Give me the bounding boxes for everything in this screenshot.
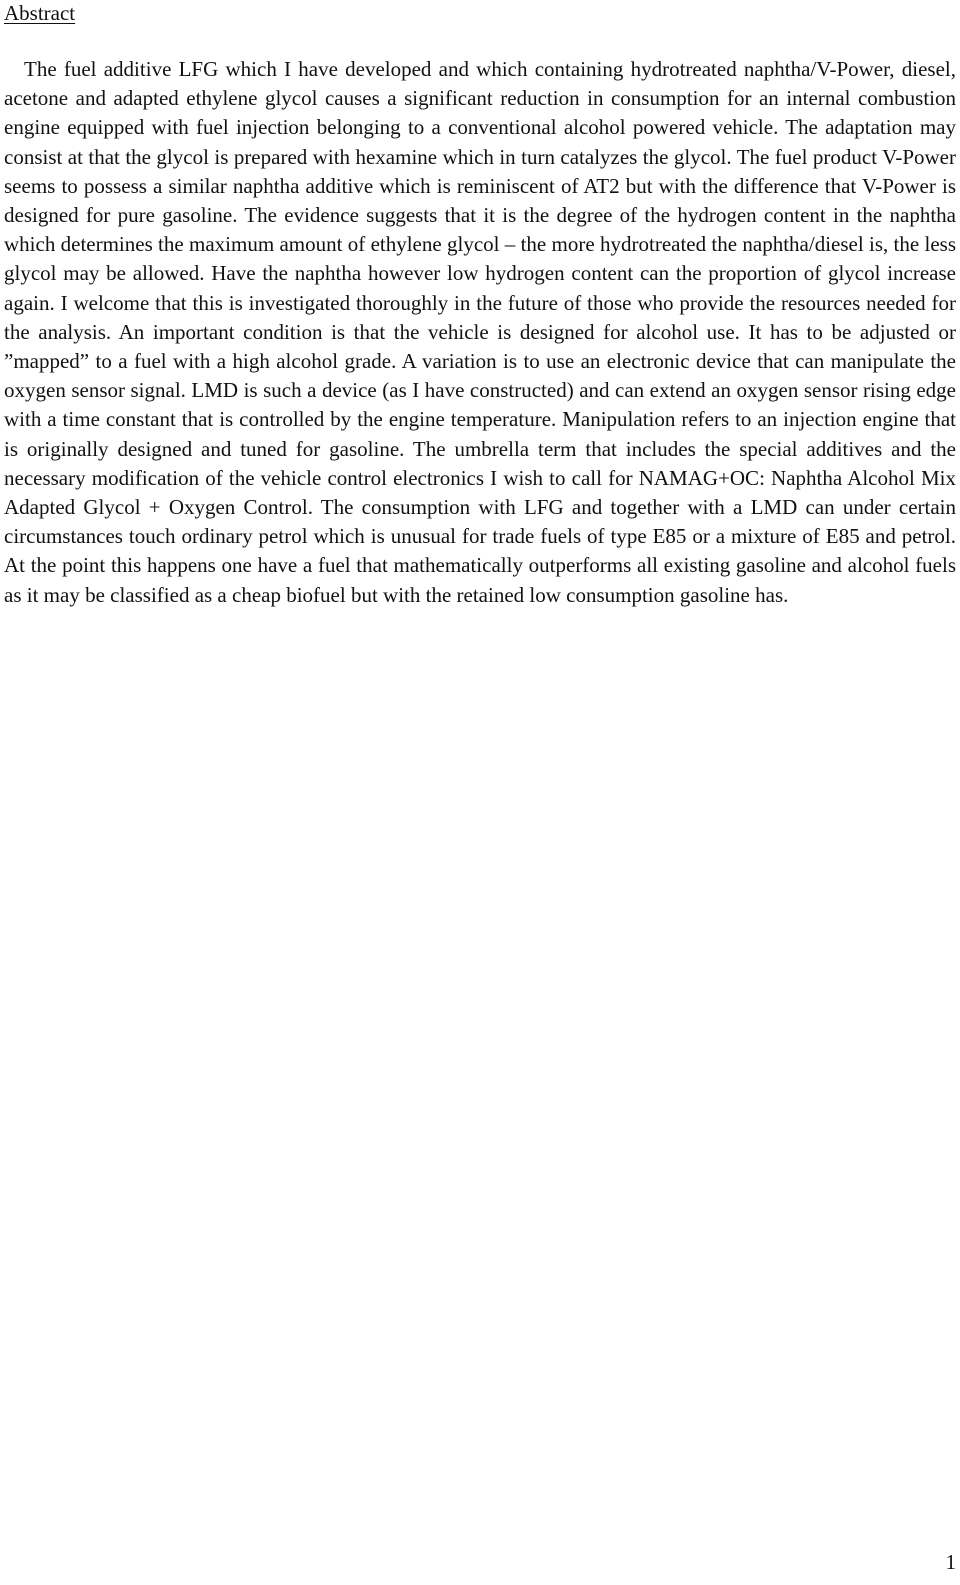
page-number: 1 <box>945 1550 956 1574</box>
abstract-paragraph: The fuel additive LFG which I have developed and which containing hydrotreated naphtha/V-Power, diesel, acetone and adapted ethylene glycol causes a significant reduction in consumption for an internal combustion engine equipped with fuel injection belonging to a conventional alcohol powered vehicle. The adaptation may consist at that the glycol is prepared with hexamine which in turn catalyzes the glycol. The fuel product V-Power seems to possess a similar naphtha additive which is reminiscent of AT2 but with the difference that V-Power is designed for pure gasoline. The evidence suggests that it is the degree of the hydrogen content in the naphtha which determines the maximum amount of ethylene glycol – the more hydrotreated the naphtha/diesel is, the less glycol may be allowed. Have the naphtha however low hydrogen content can the proportion of glycol increase again. I welcome that this is investigated thoroughly in the future of those who provide the resources needed for the analysis. An important condition is that the vehicle is designed for alcohol use. It has to be adjusted or ”mapped” to a fuel with a high alcohol grade. A variation is to use an electronic device that can manipulate the oxygen sensor signal. LMD is such a device (as I have constructed) and can extend an oxygen sensor rising edge with a time constant that is controlled by the engine temperature. Manipulation refers to an injection engine that is originally designed and tuned for gasoline. The umbrella term that includes the special additives and the necessary modification of the vehicle control electronics I wish to call for NAMAG+OC: Naphtha Alcohol Mix Adapted Glycol + Oxygen Control. The consumption with LFG and together with a LMD can under certain circumstances touch ordinary petrol which is unusual for trade fuels of type E85 or a mixture of E85 and petrol. At the point this happens one have a fuel that mathematically outperforms all existing gasoline and alcohol fuels as it may be classified as a cheap biofuel but with the retained low consumption gasoline has. <box>4 57 956 607</box>
section-heading-abstract: Abstract <box>4 1 76 25</box>
